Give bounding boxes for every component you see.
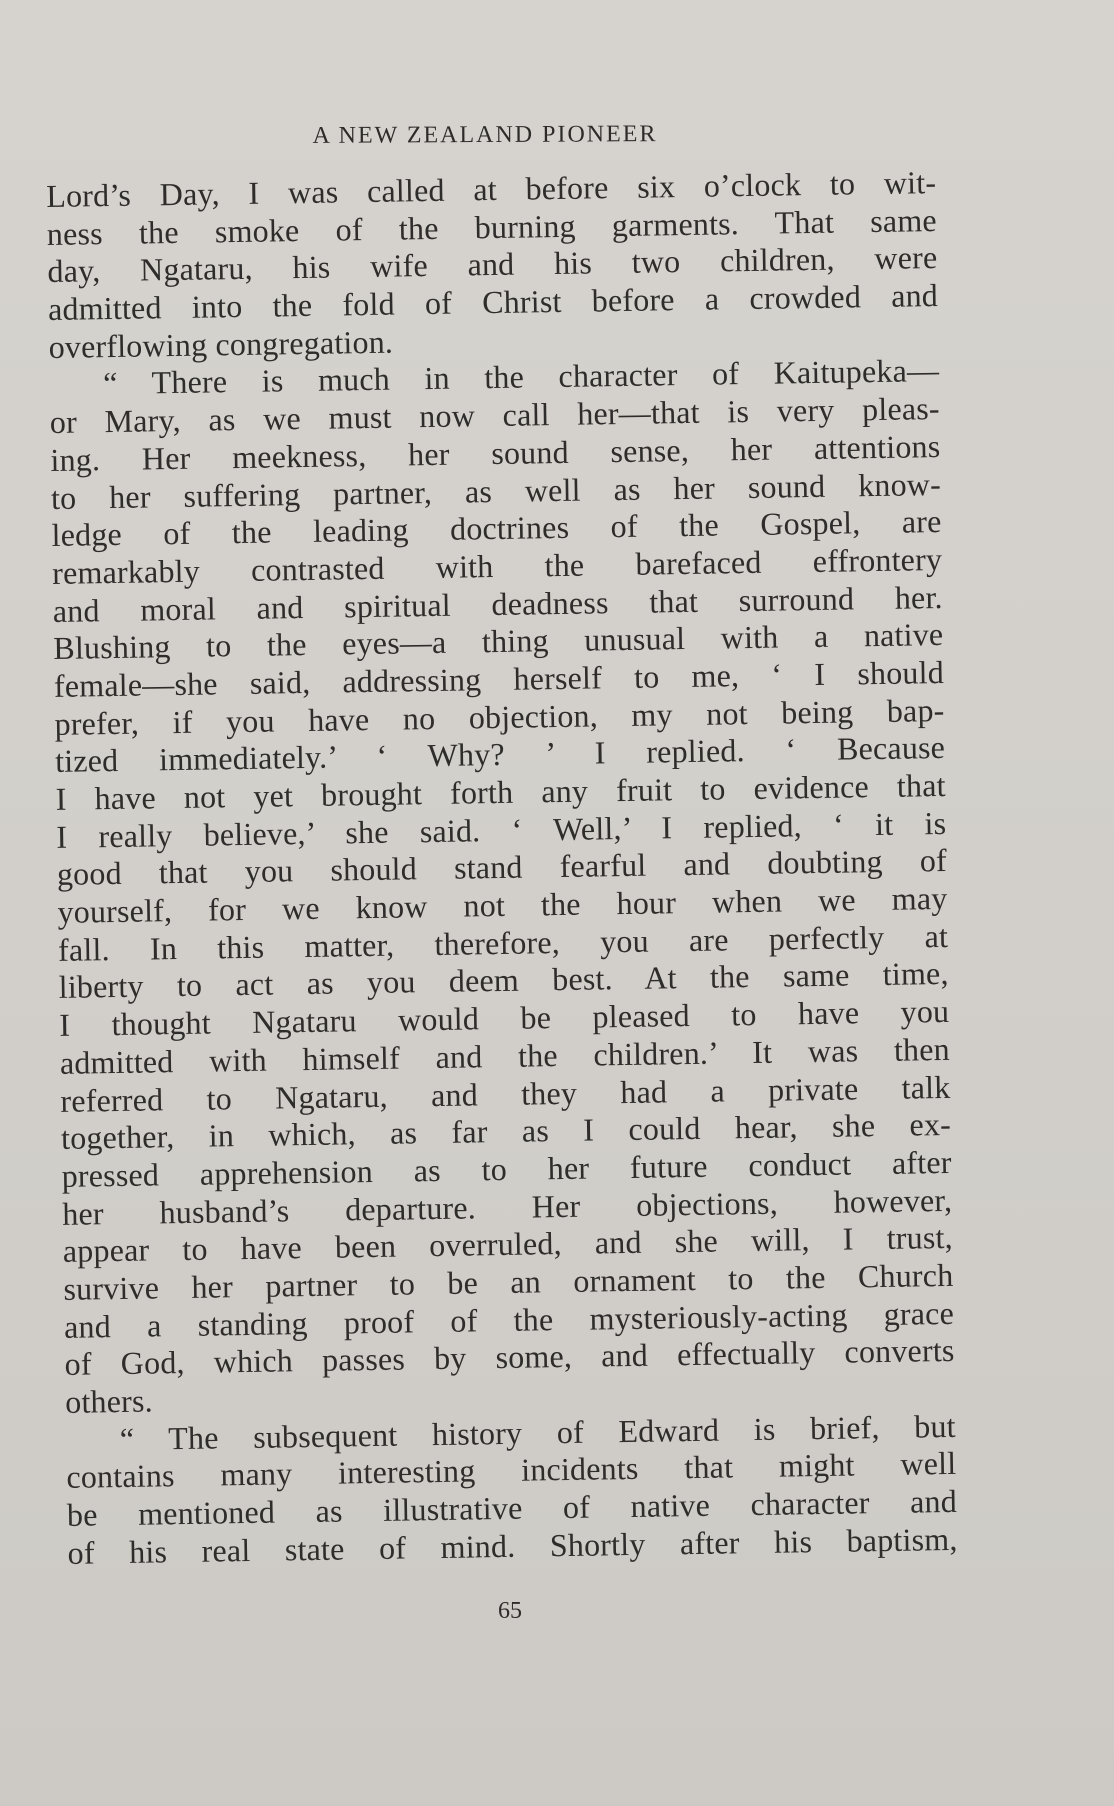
text-line: or Mary, as we must now call her—that is very pleas- <box>49 390 941 441</box>
text-line: of God, which passes by some, and effectually converts <box>64 1332 955 1383</box>
text-line: admitted into the fold of Christ before a crowded and <box>47 277 939 328</box>
text-line: to her suffering partner, as well as her sound know- <box>50 465 942 516</box>
paragraph-start-line: “ There is much in the character of Kaitupeka— <box>102 352 940 402</box>
text-line: appear to have been overruled, and she will, I trust, <box>62 1219 954 1270</box>
text-line: yourself, for we know not the hour when we may <box>57 879 948 930</box>
text-line: be mentioned as illustrative of native character and <box>66 1482 958 1533</box>
body-text <box>46 164 958 1572</box>
text-line: of his real state of mind. Shortly after his baptism, <box>67 1520 958 1571</box>
text-line: I have not yet brought forth any fruit to evidence that <box>55 766 946 817</box>
text-line: I thought Ngataru would be pleased to have you <box>59 993 950 1044</box>
text-line: I really believe,’ she said. ‘ Well,’ I replied, ‘ it is <box>56 804 947 855</box>
text-line: ing. Her meekness, her sound sense, her attentions <box>50 427 941 478</box>
text-line: contains many interesting incidents that might well <box>66 1445 957 1496</box>
text-line: together, in which, as far as I could hear, she ex- <box>60 1106 952 1157</box>
text-line: prefer, if you have no objection, my not being bap- <box>54 691 945 742</box>
text-line: admitted with himself and the children.’ It was then <box>59 1030 951 1081</box>
text-line: Lord’s Day, I was called at before six o’clock to wit- <box>46 164 937 214</box>
text-line: and a standing proof of the mysteriously-acting grace <box>63 1294 955 1345</box>
text-line: referred to Ngataru, and they had a private talk <box>60 1068 951 1119</box>
text-line: remarkably contrasted with the barefaced effrontery <box>51 540 943 591</box>
text-line: Blushing to the eyes—a thing unusual with a native <box>53 616 944 667</box>
text-line: day, Ngataru, his wife and his two children, were <box>47 239 938 290</box>
paragraph-start-line: “ The subsequent history of Edward is brief, but <box>119 1407 956 1457</box>
page-number: 65 <box>498 1598 522 1624</box>
text-line: her husband’s departure. Her objections, however, <box>61 1181 953 1232</box>
text-line: good that you should stand fearful and doubting of <box>56 842 948 893</box>
text-line: female—she said, addressing herself to me, ‘ I should <box>53 653 945 704</box>
text-line: others. <box>64 1382 154 1420</box>
running-head: A NEW ZEALAND PIONEER <box>312 121 658 149</box>
text-line: ness the smoke of the burning garments. That same <box>46 201 938 252</box>
text-line: ledge of the leading doctrines of the Gospel, are <box>51 503 942 554</box>
text-line: and moral and spiritual deadness that surround her. <box>52 578 943 629</box>
text-line: pressed apprehension as to her future conduct after <box>61 1143 952 1194</box>
text-line: overflowing congregation. <box>48 323 394 365</box>
text-line: survive her partner to be an ornament to the Church <box>63 1256 954 1307</box>
text-line: fall. In this matter, therefore, you are perfectly at <box>57 917 949 968</box>
text-line: liberty to act as you deem best. At the same time, <box>58 955 949 1006</box>
text-line: tized immediately.’ ‘ Why? ’ I replied. ‘ Because <box>54 729 946 780</box>
